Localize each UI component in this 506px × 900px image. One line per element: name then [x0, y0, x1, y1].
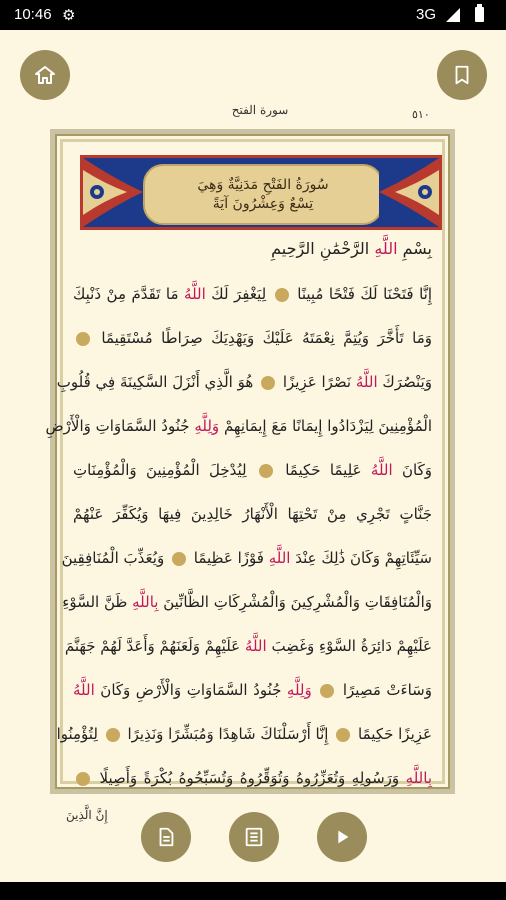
ornament-left-icon	[83, 158, 143, 227]
verse-lines	[45, 272, 432, 800]
system-navigation-bar	[0, 882, 506, 900]
verse-line[interactable]: وَيَنْصُرَكَ اللَّهُ نَصْرًا عَزِيزًا هُوَ الَّذِي أَنْزَلَ السَّكِينَةَ فِي قُلُوبِ	[56, 373, 432, 391]
bookmark-icon	[451, 64, 473, 86]
verse-end-marker-icon	[259, 464, 273, 478]
verse-end-marker-icon	[172, 552, 186, 566]
surah-title-line2: تِسْعٌ وَعِشْرُونَ آيَةً	[212, 195, 314, 212]
verse-line[interactable]: وَالْمُنَافِقَاتِ وَالْمُشْرِكِينَ وَالْمُشْرِكَاتِ الظَّانِّينَ بِاللَّهِ ظَنَّ السَّوْءِ	[62, 593, 432, 611]
status-time: 10:46	[14, 6, 52, 23]
verse-end-marker-icon	[275, 288, 289, 302]
page-number: ٥١٠	[412, 108, 430, 121]
list-icon	[243, 826, 265, 848]
surah-banner	[80, 155, 442, 230]
verse-end-marker-icon	[261, 376, 275, 390]
verse-line[interactable]: بِاللَّهِ وَرَسُولِهِ وَتُعَزِّرُوهُ وَتُوَقِّرُوهُ وَتُسَبِّحُوهُ بُكْرَةً وَأَصِيلًا	[73, 756, 432, 800]
verse-end-marker-icon	[76, 332, 90, 346]
verse-line[interactable]: وَكَانَ اللَّهُ عَلِيمًا حَكِيمًا لِيُدْخِلَ الْمُؤْمِنِينَ وَالْمُؤْمِنَاتِ	[73, 461, 432, 479]
mushaf-page[interactable]	[45, 129, 455, 794]
verse-end-marker-icon	[76, 772, 90, 786]
verse-line[interactable]: إِنَّا فَتَحْنَا لَكَ فَتْحًا مُبِينًا لِيَغْفِرَ لَكَ اللَّهُ مَا تَقَدَّمَ مِنْ ذَنْبِكَ	[73, 285, 432, 303]
document-icon	[155, 826, 177, 848]
network-type: 3G	[415, 6, 436, 23]
basmala	[73, 239, 432, 271]
basmala-post: الرَّحْمَٰنِ الرَّحِيمِ	[271, 239, 370, 258]
surah-name-header: سورة الفتح	[231, 103, 289, 117]
verse-line[interactable]: وَسَاءَتْ مَصِيرًا وَلِلَّهِ جُنُودُ السَّمَاوَاتِ وَالْأَرْضِ وَكَانَ اللَّهُ	[73, 681, 432, 699]
surah-title-line1: سُورَةُ الفَتْحِ مَدَنِيَّةٌ وَهِيَ	[197, 176, 329, 193]
verse-line[interactable]: جَنَّاتٍ تَجْرِي مِنْ تَحْتِهَا الْأَنْهَارُ خَالِدِينَ فِيهَا وَيُكَفِّرَ عَنْهُمْ	[73, 505, 432, 523]
basmala-pre: بِسْمِ	[402, 239, 432, 258]
home-button[interactable]	[20, 50, 70, 100]
page-catchword: إِنَّ الَّذِينَ	[66, 808, 108, 822]
verse-line[interactable]: وَمَا تَأَخَّرَ وَيُتِمَّ نِعْمَتَهُ عَلَيْكَ وَيَهْدِيَكَ صِرَاطًا مُسْتَقِيمًا	[73, 316, 432, 360]
settings-gear-icon: ⚙	[62, 7, 76, 24]
page-content	[45, 139, 445, 787]
verse-end-marker-icon	[336, 728, 350, 742]
verse-line[interactable]: عَزِيزًا حَكِيمًا إِنَّا أَرْسَلْنَاكَ شَاهِدًا وَمُبَشِّرًا وَنَذِيرًا لِتُؤْمِنُوا	[56, 725, 432, 743]
text-list-button[interactable]	[229, 812, 279, 862]
verse-line[interactable]: عَلَيْهِمْ دَائِرَةُ السَّوْءِ وَغَضِبَ اللَّهُ عَلَيْهِمْ وَلَعَنَهُمْ وَأَعَدَّ لَهُمْ جَهَنَّمَ	[64, 637, 432, 655]
bookmark-button[interactable]	[437, 50, 487, 100]
home-icon	[33, 63, 57, 87]
signal-icon	[446, 8, 460, 22]
status-bar	[0, 0, 506, 30]
play-icon	[331, 826, 353, 848]
page-border	[45, 134, 450, 789]
verse-end-marker-icon	[106, 728, 120, 742]
battery-icon	[475, 7, 484, 22]
verse-line[interactable]: الْمُؤْمِنِينَ لِيَزْدَادُوا إِيمَانًا مَعَ إِيمَانِهِمْ وَلِلَّهِ جُنُودُ السَّمَاوَاتِ وَالْأَرْضِ	[45, 417, 432, 435]
surah-title-cartouche	[143, 164, 383, 225]
page-info-button[interactable]	[141, 812, 191, 862]
basmala-allah: اللَّهِ	[374, 239, 398, 258]
verse-line[interactable]: سَيِّئَاتِهِمْ وَكَانَ ذَٰلِكَ عِنْدَ اللَّهِ فَوْزًا عَظِيمًا وَيُعَذِّبَ الْمُنَافِقِينَ	[61, 549, 432, 567]
play-button[interactable]	[317, 812, 367, 862]
verse-end-marker-icon	[320, 684, 334, 698]
ornament-right-icon	[379, 158, 439, 227]
